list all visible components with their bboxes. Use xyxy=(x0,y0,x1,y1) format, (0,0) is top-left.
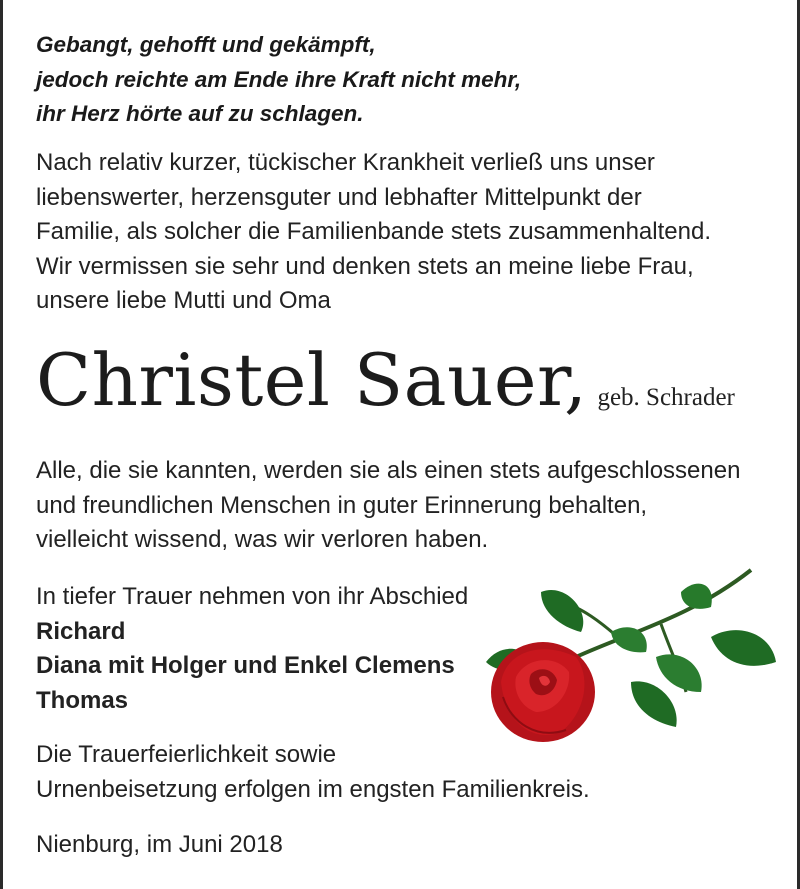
intro-line: liebenswerter, herzensguter und lebhafter Mittelpunkt der xyxy=(36,183,642,211)
ceremony-note xyxy=(36,738,590,807)
intro-line: Wir vermissen sie sehr und denken stets an meine liebe Frau, xyxy=(36,252,694,280)
motto-line: Gebangt, gehofft und gekämpft, xyxy=(36,32,376,57)
rose-icon xyxy=(481,562,781,752)
deceased-name: Christel Sauer, xyxy=(36,338,588,422)
tribute-line: vielleicht wissend, was wir verloren haben. xyxy=(36,526,489,553)
tribute-line: Alle, die sie kannten, werden sie als einen stets aufgeschlossenen xyxy=(36,457,741,484)
intro-line: unsere liebe Mutti und Oma xyxy=(36,287,331,314)
mourners-signature xyxy=(36,580,468,718)
intro-line: Familie, als solcher die Familienbande stets zusammenhaltend. xyxy=(36,218,711,245)
maiden-name: geb. Schrader xyxy=(597,384,735,411)
mourner-name: Richard xyxy=(36,617,126,645)
deceased-name-line xyxy=(36,330,735,430)
motto-line: jedoch reichte am Ende ihre Kraft nicht mehr, xyxy=(36,66,522,92)
motto xyxy=(36,28,736,132)
ceremony-line: Die Trauerfeierlichkeit sowie xyxy=(36,741,337,768)
mourner-name: Thomas xyxy=(36,686,129,714)
intro-text xyxy=(36,146,711,319)
place-date: Nienburg, im Juni 2018 xyxy=(36,831,283,858)
mourner-name: Diana mit Holger und Enkel Clemens xyxy=(36,652,455,679)
intro-line: Nach relativ kurzer, tückischer Krankheit verließ uns unser xyxy=(36,149,655,176)
ceremony-line: Urnenbeisetzung erfolgen im engsten Familienkreis. xyxy=(36,775,590,803)
farewell-intro: In tiefer Trauer nehmen von ihr Abschied xyxy=(36,583,469,610)
motto-line: ihr Herz hörte auf zu schlagen. xyxy=(36,101,364,126)
tribute-text xyxy=(36,454,740,558)
tribute-line: und freundlichen Menschen in guter Erinnerung behalten, xyxy=(36,491,648,519)
